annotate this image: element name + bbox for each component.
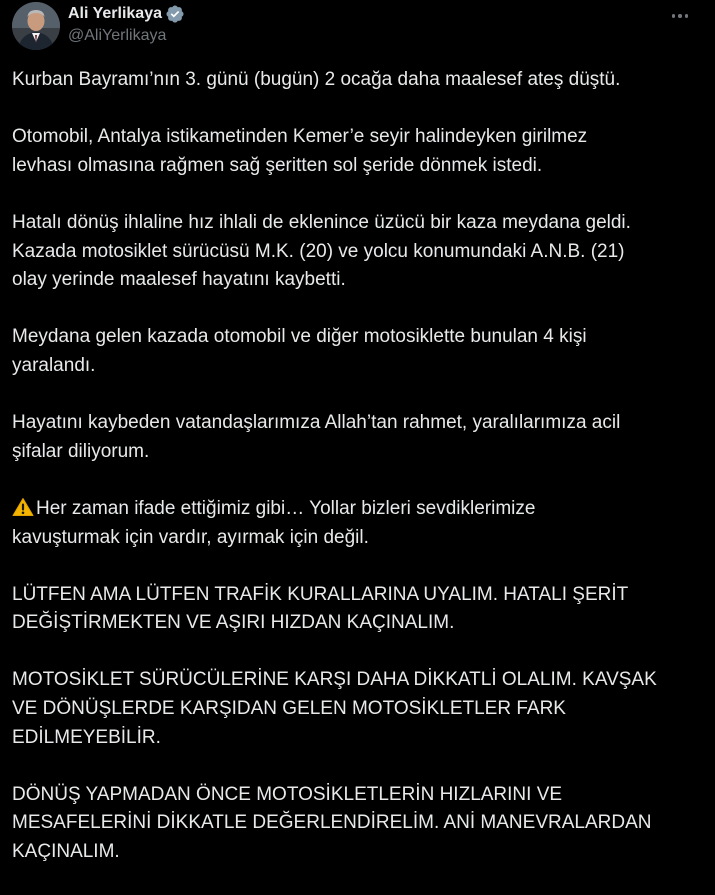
tweet-text-line (12, 724, 704, 753)
verified-badge-icon (165, 4, 185, 24)
tweet-paragraph (12, 123, 704, 180)
tweet-paragraph (12, 209, 704, 295)
tweet-text-segment: DEĞİŞTİRMEKTEN VE AŞIRI HIZDAN KAÇINALIM. (12, 612, 455, 634)
tweet-text-line (12, 323, 704, 352)
tweet-text-line (12, 209, 704, 238)
tweet-text-line (12, 352, 704, 381)
author-name-row (68, 3, 185, 25)
tweet-text-segment: DÖNÜŞ YAPMADAN ÖNCE MOTOSİKLETLERİN HIZLARINI VE (12, 783, 563, 805)
author-display-name[interactable]: Ali Yerlikaya (68, 5, 162, 22)
tweet-text-segment: Her zaman ifade ettiğimiz gibi… Yollar bizleri sevdiklerimize (36, 497, 536, 519)
author-handle[interactable]: @AliYerlikaya (68, 27, 167, 44)
tweet-text-line (12, 238, 704, 267)
tweet-paragraph (12, 66, 704, 95)
avatar-image (12, 2, 60, 50)
tweet-text-line (12, 524, 704, 553)
tweet-text-segment: olay yerinde maalesef hayatını kaybetti. (12, 269, 346, 291)
tweet-text-segment: EDİLMEYEBİLİR. (12, 726, 161, 748)
tweet-paragraph (12, 409, 704, 466)
tweet-text-line (12, 781, 704, 810)
tweet-paragraph (12, 666, 704, 752)
tweet-text-segment: VE DÖNÜŞLERDE KARŞIDAN GELEN MOTOSİKLETLER FARK (12, 698, 566, 720)
tweet-text-line (12, 152, 704, 181)
tweet-text-segment: Hatalı dönüş ihlaline hız ihlali de eklenince üzücü bir kaza meydana geldi. (12, 211, 631, 233)
tweet-paragraph (12, 781, 704, 867)
tweet-text-line (12, 809, 704, 838)
tweet-text (12, 66, 704, 895)
tweet-text-line (12, 66, 704, 95)
tweet-text-line (12, 123, 704, 152)
tweet-text-segment: şifalar diliyorum. (12, 440, 150, 462)
tweet-text-segment: Kurban Bayramı’nın 3. günü (bugün) 2 ocağa daha maalesef ateş düştü. (12, 69, 621, 90)
tweet-text-line (12, 695, 704, 724)
tweet-paragraph (12, 495, 704, 552)
tweet-text-segment: yaralandı. (12, 354, 96, 376)
tweet-text-line (12, 266, 704, 295)
tweet-text-line (12, 609, 704, 638)
tweet-text-segment: Meydana gelen kazada otomobil ve diğer motosiklette bunulan 4 kişi (12, 326, 587, 348)
tweet-paragraph (12, 323, 704, 380)
tweet-text-segment: MESAFELERİNİ DİKKATLE DEĞERLENDİRELİM. ANİ MANEVRALARDAN (12, 812, 652, 834)
warning-emoji-icon (12, 497, 34, 517)
tweet-text-line (12, 438, 704, 467)
more-options-icon[interactable] (666, 6, 694, 26)
tweet-text-segment: LÜTFEN AMA LÜTFEN TRAFİK KURALLARINA UYALIM. HATALI ŞERİT (12, 583, 629, 605)
tweet-text-segment: Otomobil, Antalya istikametinden Kemer’e seyir halindeyken girilmez (12, 126, 588, 148)
tweet-text-line (12, 666, 704, 695)
tweet-text-segment: kavuşturmak için vardır, ayırmak için değil. (12, 526, 369, 548)
tweet-paragraph (12, 581, 704, 638)
tweet-text-segment: MOTOSİKLET SÜRÜCÜLERİNE KARŞI DAHA DİKKATLİ OLALIM. KAVŞAK (12, 669, 657, 691)
tweet-text-line (12, 581, 704, 610)
tweet-text-line (12, 838, 704, 867)
tweet-text-line (12, 495, 704, 524)
tweet-text-segment: Hayatını kaybeden vatandaşlarımıza Allah’tan rahmet, yaralılarımıza acil (12, 412, 621, 434)
tweet-text-segment: KAÇINALIM. (12, 841, 120, 863)
tweet-text-segment: levhası olmasına rağmen sağ şeritten sol şeride dönmek istedi. (12, 154, 543, 176)
tweet-text-line (12, 409, 704, 438)
author-avatar[interactable] (12, 2, 60, 50)
tweet-text-segment: Kazada motosiklet sürücüsü M.K. (20) ve yolcu konumundaki A.N.B. (21) (12, 240, 625, 262)
